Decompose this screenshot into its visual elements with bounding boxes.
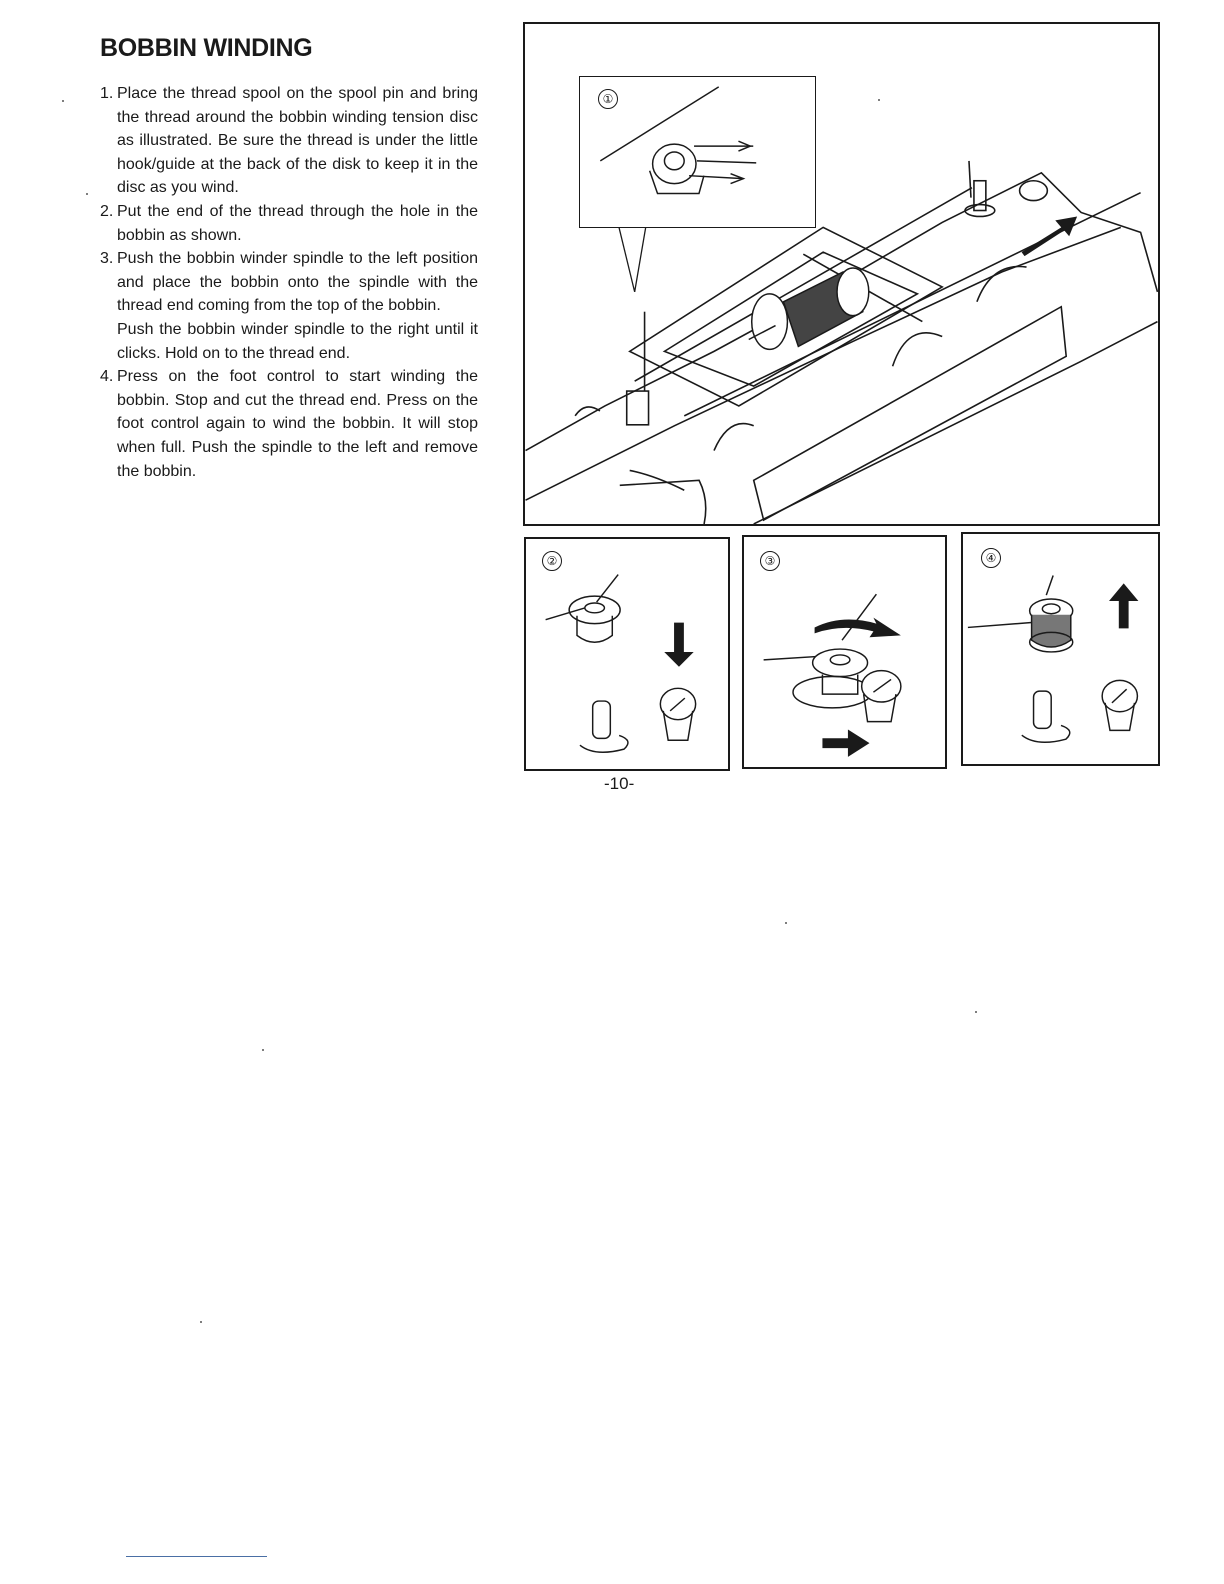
figure-label-2: ② [542,551,562,571]
main-illustration [523,22,1160,526]
scan-speck [975,1011,977,1013]
scan-speck [62,100,64,102]
step-number: 3. [100,250,114,268]
page-title: BOBBIN WINDING [100,34,313,62]
inset-figure-1 [579,76,816,228]
step-3 [100,247,478,365]
step-4 [100,365,478,483]
illustration-step-4 [961,532,1160,766]
step-text: Push the bobbin winder spindle to the right until it clicks. Hold on to the thread end. [117,320,478,362]
step-text: Push the bobbin winder spindle to the left position and place the bobbin onto the spindle with the thread end coming from the top of the bobbin. [117,250,478,315]
scan-speck [200,1321,202,1323]
step-number: 1. [100,85,114,102]
bobbin-placement-drawing [526,539,728,769]
winder-engaged-drawing [744,537,945,767]
step-text: Put the end of the thread through the hole in the bobbin as shown. [117,202,478,244]
step-1 [100,82,478,200]
scan-speck [262,1049,264,1051]
step-text: Place the thread spool on the spool pin and bring the thread around the bobbin winding tension disc as illustrated. Be sure the thread is under the little hook/guide at the back of the disk to keep it in the disc as you wind. [117,85,478,197]
blue-rule-mark [126,1556,267,1557]
scan-speck [86,193,88,195]
page-number: -10- [604,774,635,793]
full-bobbin-drawing [963,534,1158,764]
step-number: 4. [100,368,114,386]
scan-speck [785,922,787,924]
figure-label-4: ④ [981,548,1001,568]
illustration-step-3 [742,535,947,769]
illustration-step-2 [524,537,730,771]
step-text: Press on the foot control to start winding the bobbin. Stop and cut the thread end. Press on the foot control again to wind the bobbin. It will stop when full. Push the spindle to the left and remove the bobbin. [117,368,478,480]
figure-label-1: ① [598,89,618,109]
figure-label-3: ③ [760,551,780,571]
step-number: 2. [100,202,114,220]
scan-speck [878,99,880,101]
step-2 [100,200,478,247]
instruction-steps [100,82,478,483]
